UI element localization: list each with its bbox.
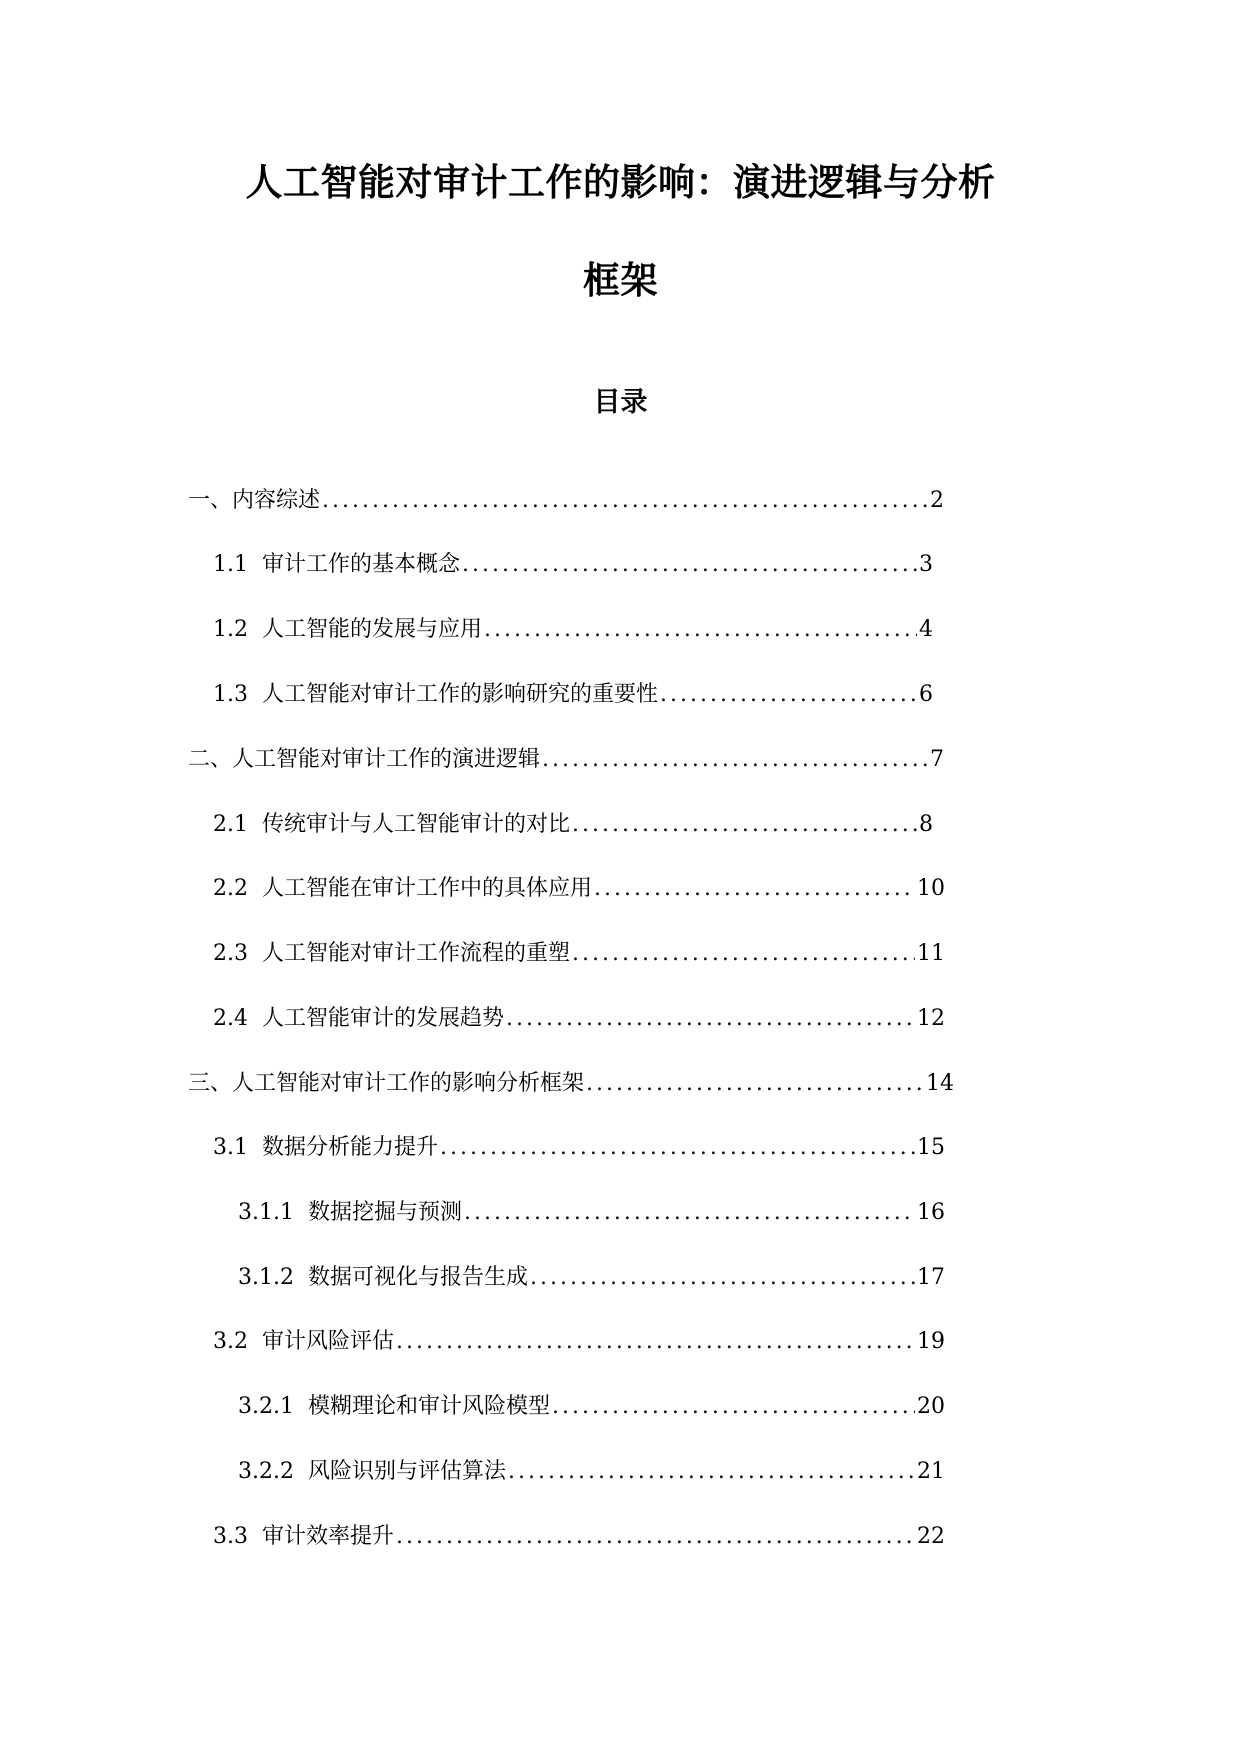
toc-entry-page: 16: [917, 1200, 945, 1225]
toc-entry-number: 2.4: [213, 1006, 248, 1031]
toc-entry-page: 2: [930, 488, 944, 513]
toc-entry-label: 审计效率提升: [262, 1524, 395, 1549]
toc-entry-page: 14: [926, 1071, 954, 1096]
toc-entry-label: 一、内容综述: [188, 488, 321, 513]
toc-entry-label: 人工智能对审计工作的影响研究的重要性: [262, 682, 659, 707]
toc-entry-page: 19: [917, 1329, 945, 1354]
toc-entry-label: 审计工作的基本概念: [262, 552, 461, 577]
toc-entry[interactable]: [213, 1325, 945, 1359]
toc-entry-number: 3.2.2: [238, 1459, 294, 1484]
toc-entry[interactable]: [213, 872, 945, 906]
toc-entry-number: 3.1.2: [238, 1265, 294, 1290]
toc-leader-dots: [594, 872, 915, 906]
toc-leader-dots: [572, 937, 915, 971]
toc-entry-label: 审计风险评估: [262, 1329, 395, 1354]
toc-entry-number: 3.3: [213, 1524, 248, 1549]
toc-entry-page: 21: [917, 1459, 945, 1484]
toc-entry-page: 7: [930, 747, 944, 772]
toc-entry-number: 1.3: [213, 682, 248, 707]
toc-leader-dots: [464, 1196, 915, 1230]
toc-heading: 目录: [593, 387, 648, 418]
toc-entry-page: 15: [917, 1135, 945, 1160]
toc-entry-page: 4: [919, 617, 933, 642]
toc-entry-page: 17: [917, 1265, 945, 1290]
toc-entry[interactable]: [238, 1390, 945, 1424]
toc-entry[interactable]: [238, 1196, 945, 1230]
toc-leader-dots: [322, 484, 928, 518]
toc-entry[interactable]: [238, 1455, 945, 1489]
toc-leader-dots: [508, 1455, 915, 1489]
toc-leader-dots: [542, 743, 928, 777]
toc-entry[interactable]: [188, 1067, 954, 1101]
toc-entry-page: 8: [919, 812, 933, 837]
toc-entry-label: 人工智能审计的发展趋势: [262, 1006, 505, 1031]
toc-leader-dots: [484, 613, 917, 647]
toc-leader-dots: [396, 1520, 915, 1554]
toc-entry-label: 数据可视化与报告生成: [307, 1265, 528, 1290]
toc-entry-label: 人工智能对审计工作流程的重塑: [262, 941, 571, 966]
toc-entry-label: 数据挖掘与预测: [307, 1200, 462, 1225]
toc-entry[interactable]: [213, 1131, 945, 1165]
toc-entry-label: 人工智能的发展与应用: [262, 617, 483, 642]
toc-entry[interactable]: [238, 1261, 945, 1295]
toc-entry-number: 3.1: [213, 1135, 248, 1160]
document-title-line-1: 人工智能对审计工作的影响：演进逻辑与分析: [245, 161, 996, 204]
toc-entry[interactable]: [213, 808, 933, 842]
toc-entry-page: 22: [917, 1524, 945, 1549]
toc-entry-number: 2.2: [213, 876, 248, 901]
toc-leader-dots: [660, 678, 917, 712]
toc-entry[interactable]: [188, 484, 944, 518]
toc-entry-number: 1.1: [213, 552, 248, 577]
toc-entry[interactable]: [213, 937, 945, 971]
toc-entry[interactable]: [213, 1002, 945, 1036]
toc-entry-number: 2.1: [213, 812, 248, 837]
toc-leader-dots: [572, 808, 917, 842]
toc-entry-number: 3.2.1: [238, 1394, 294, 1419]
toc-entry-page: 11: [917, 941, 945, 966]
document-title-line-2: 框架: [583, 259, 658, 302]
toc-entry-label: 人工智能在审计工作中的具体应用: [262, 876, 593, 901]
toc-entry[interactable]: [213, 1520, 945, 1554]
toc-entry-page: 12: [917, 1006, 945, 1031]
toc-leader-dots: [552, 1390, 915, 1424]
toc-entry[interactable]: [213, 613, 933, 647]
toc-entry-label: 三、人工智能对审计工作的影响分析框架: [188, 1071, 585, 1096]
toc-entry-label: 传统审计与人工智能审计的对比: [262, 812, 571, 837]
toc-entry-number: 2.3: [213, 941, 248, 966]
toc-entry-number: 3.2: [213, 1329, 248, 1354]
toc-entry-label: 风险识别与评估算法: [307, 1459, 506, 1484]
toc-entry-page: 10: [917, 876, 945, 901]
toc-leader-dots: [440, 1131, 915, 1165]
toc-leader-dots: [586, 1067, 924, 1101]
toc-entry-label: 数据分析能力提升: [262, 1135, 439, 1160]
toc-entry-label: 二、人工智能对审计工作的演进逻辑: [188, 747, 541, 772]
toc-leader-dots: [506, 1002, 915, 1036]
toc-entry-label: 模糊理论和审计风险模型: [307, 1394, 550, 1419]
toc-entry-number: 3.1.1: [238, 1200, 294, 1225]
toc-entry-page: 6: [919, 682, 933, 707]
toc-entry[interactable]: [213, 548, 933, 582]
toc-leader-dots: [530, 1261, 915, 1295]
toc-leader-dots: [462, 548, 917, 582]
toc-entry[interactable]: [188, 743, 944, 777]
toc-entry-page: 20: [917, 1394, 945, 1419]
toc-entry-number: 1.2: [213, 617, 248, 642]
toc-entry-page: 3: [919, 552, 933, 577]
toc-leader-dots: [396, 1325, 915, 1359]
toc-entry[interactable]: [213, 678, 933, 712]
